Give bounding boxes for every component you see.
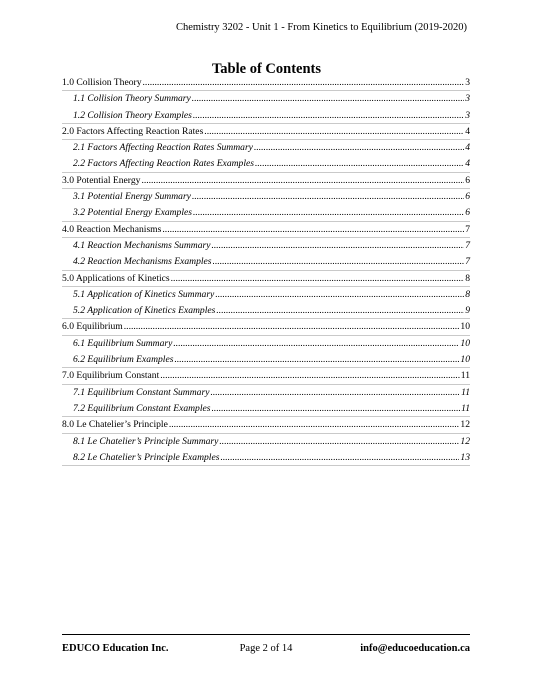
toc-entry-page-number: 6: [465, 174, 470, 186]
toc-entry-page-number: 6: [465, 207, 470, 219]
toc-dot-leader: [211, 238, 464, 254]
toc-dot-leader: [212, 401, 461, 417]
toc-section-entry[interactable]: [62, 75, 470, 91]
toc-entry-label: 4.0 Reaction Mechanisms: [62, 223, 162, 235]
toc-dot-leader: [192, 189, 464, 205]
toc-subsection-entry[interactable]: [62, 336, 470, 352]
toc-entry-page-number: 3: [465, 93, 470, 105]
toc-entry-page-number: 11: [461, 386, 470, 398]
toc-entry-page-number: 12: [460, 419, 470, 431]
toc-entry-label: 4.2 Reaction Mechanisms Examples: [73, 256, 212, 268]
toc-subsection-entry[interactable]: [62, 254, 470, 270]
toc-dot-leader: [204, 124, 464, 140]
toc-section-entry[interactable]: [62, 173, 470, 189]
toc-section-entry[interactable]: [62, 222, 470, 238]
toc-dot-leader: [220, 450, 459, 466]
toc-subsection-entry[interactable]: [62, 287, 470, 303]
toc-dot-leader: [213, 254, 465, 270]
toc-entry-page-number: 7: [465, 223, 470, 235]
toc-subsection-entry[interactable]: [62, 238, 470, 254]
toc-dot-leader: [143, 75, 465, 91]
toc-title: Table of Contents: [211, 61, 322, 77]
toc-subsection-entry[interactable]: [62, 156, 470, 172]
toc-dot-leader: [193, 108, 464, 124]
toc-entry-label: 8.0 Le Chatelier’s Principle: [62, 419, 168, 431]
toc-entry-label: 5.2 Application of Kinetics Examples: [73, 305, 216, 317]
toc-entry-label: 3.1 Potential Energy Summary: [73, 191, 191, 203]
toc-entry-page-number: 3: [465, 109, 470, 121]
toc-entry-page-number: 12: [460, 435, 470, 447]
toc-subsection-entry[interactable]: [62, 303, 470, 319]
toc-section-entry[interactable]: [62, 124, 470, 140]
footer-rule: [62, 634, 470, 635]
toc-dot-leader: [210, 385, 460, 401]
toc-dot-leader: [160, 368, 459, 384]
toc-dot-leader: [141, 173, 464, 189]
toc-entry-label: 8.1 Le Chatelier’s Principle Summary: [73, 435, 219, 447]
toc-entry-page-number: 6: [465, 191, 470, 203]
toc-entry-page-number: 4: [465, 142, 470, 154]
toc-subsection-entry[interactable]: [62, 189, 470, 205]
toc-subsection-entry[interactable]: [62, 140, 470, 156]
toc-entry-label: 6.0 Equilibrium: [62, 321, 123, 333]
toc-subsection-entry[interactable]: [62, 205, 470, 221]
toc-entry-page-number: 10: [460, 354, 470, 366]
toc-entry-page-number: 9: [465, 305, 470, 317]
toc-dot-leader: [124, 319, 460, 335]
toc-entry-label: 2.1 Factors Affecting Reaction Rates Summary: [73, 142, 253, 154]
toc-entry-label: 3.0 Potential Energy: [62, 174, 141, 186]
toc-dot-leader: [192, 91, 464, 107]
toc-entry-label: 5.1 Application of Kinetics Summary: [73, 288, 215, 300]
toc-entry-label: 7.1 Equilibrium Constant Summary: [73, 386, 210, 398]
toc-subsection-entry[interactable]: [62, 352, 470, 368]
toc-entry-page-number: 10: [460, 337, 470, 349]
toc-entry-page-number: 7: [465, 256, 470, 268]
toc-dot-leader: [173, 336, 459, 352]
footer-page-indicator: Page 2 of 14: [239, 643, 293, 654]
toc-entry-page-number: 8: [465, 272, 470, 284]
toc-section-entry[interactable]: [62, 271, 470, 287]
toc-subsection-entry[interactable]: [62, 91, 470, 107]
toc-dot-leader: [219, 434, 459, 450]
toc-entry-label: 3.2 Potential Energy Examples: [73, 207, 193, 219]
toc-dot-leader: [169, 417, 460, 433]
toc-entry-page-number: 4: [465, 125, 470, 137]
footer-company: EDUCO Education Inc.: [62, 643, 169, 654]
toc-dot-leader: [215, 287, 464, 303]
toc-entry-label: 7.2 Equilibrium Constant Examples: [73, 402, 211, 414]
toc-dot-leader: [254, 140, 464, 156]
page-footer: [62, 643, 470, 657]
toc-entry-label: 6.2 Equilibrium Examples: [73, 354, 174, 366]
toc-entry-page-number: 8: [465, 288, 470, 300]
toc-entry-label: 6.1 Equilibrium Summary: [73, 337, 173, 349]
toc-entry-page-number: 13: [460, 451, 470, 463]
toc-entry-label: 7.0 Equilibrium Constant: [62, 370, 160, 382]
toc-subsection-entry[interactable]: [62, 434, 470, 450]
toc-dot-leader: [171, 271, 465, 287]
table-of-contents: [62, 75, 470, 466]
running-header: Chemistry 3202 - Unit 1 - From Kinetics to Equilibrium (2019-2020): [175, 22, 467, 33]
toc-entry-label: 5.0 Applications of Kinetics: [62, 272, 170, 284]
toc-entry-label: 1.1 Collision Theory Summary: [73, 93, 191, 105]
footer-email[interactable]: info@educoeducation.ca: [360, 643, 470, 654]
toc-section-entry[interactable]: [62, 368, 470, 384]
toc-subsection-entry[interactable]: [62, 385, 470, 401]
toc-entry-page-number: 3: [465, 77, 470, 88]
toc-dot-leader: [193, 205, 464, 221]
toc-section-entry[interactable]: [62, 417, 470, 433]
toc-entry-page-number: 7: [465, 239, 470, 251]
toc-entry-label: 2.0 Factors Affecting Reaction Rates: [62, 125, 204, 137]
toc-entry-label: 4.1 Reaction Mechanisms Summary: [73, 239, 211, 251]
toc-entry-label: 1.0 Collision Theory: [62, 77, 142, 88]
toc-subsection-entry[interactable]: [62, 108, 470, 124]
toc-dot-leader: [216, 303, 464, 319]
toc-subsection-entry[interactable]: [62, 450, 470, 466]
toc-dot-leader: [174, 352, 459, 368]
toc-entry-page-number: 11: [460, 370, 470, 382]
toc-dot-leader: [255, 156, 464, 172]
toc-entry-page-number: 11: [461, 402, 470, 414]
toc-dot-leader: [162, 222, 464, 238]
toc-section-entry[interactable]: [62, 319, 470, 335]
toc-entry-label: 2.2 Factors Affecting Reaction Rates Examples: [73, 158, 254, 170]
toc-subsection-entry[interactable]: [62, 401, 470, 417]
toc-entry-page-number: 10: [460, 321, 470, 333]
toc-entry-label: 8.2 Le Chatelier’s Principle Examples: [73, 451, 220, 463]
toc-entry-page-number: 4: [465, 158, 470, 170]
toc-entry-label: 1.2 Collision Theory Examples: [73, 109, 192, 121]
